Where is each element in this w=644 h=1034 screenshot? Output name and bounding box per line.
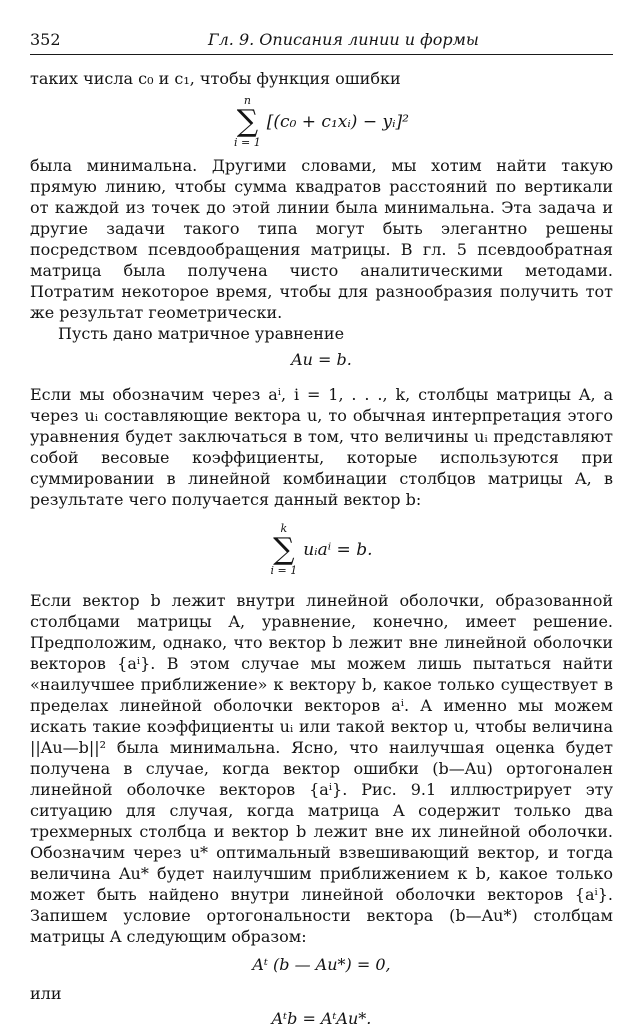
paragraph-3: Пусть дано матричное уравнение — [58, 324, 345, 343]
sum-upper-limit-2: k — [280, 522, 288, 535]
sum-lower-limit-2: i = 1 — [270, 564, 298, 577]
equation-error-function — [30, 89, 613, 155]
page-number: 352 — [30, 30, 61, 49]
running-head: Гл. 9. Описания линии и формы — [208, 30, 479, 49]
paragraph-1: таких числа c₀ и c₁, чтобы функция ошибки — [30, 69, 401, 88]
equation-orthogonality: Aᵗ (b — Au*) = 0, — [252, 955, 391, 974]
equation-column-sum — [30, 510, 613, 590]
paragraph-5: Если вектор b лежит внутри линейной оболочки, образованной столбцами матрицы A, уравнение, конечно, имеет решение. Предположим, однако, что вектор b лежит вне линейной оболочки векторов {aⁱ}. В этом случае мы можем лишь пытаться найти «наилучшее приближение» к вектору b, какое только существует в пределах линейной оболочки векторов aⁱ. А именно мы можем искать такие коэффициенты uᵢ или такой вектор u, чтобы величина ||Au—b||² была минимальна. Ясно, что наилучшая оценка будет получена в случае, когда вектор ошибки (b—Au) ортогонален линейной оболочке векторов {aⁱ}. Рис. 9.1 иллюстрирует эту ситуацию для случая, когда матрица A содержит только два трехмерных столбца и вектор b лежит вне их линейной оболочки. Обозначим через u* оптимальный взвешивающий вектор, и тогда величина Au* будет наилучшим приближением к b, какое только может быть найдено внутри линейной оболочки векторов {aⁱ}. Запишем условие ортогональности вектора (b—Au*) столбцам матрицы A следующим образом: — [30, 591, 613, 946]
equation-body: [(c₀ + c₁xᵢ) − yᵢ]² — [266, 111, 409, 132]
sigma-icon: ∑ — [273, 532, 295, 567]
page-header — [30, 28, 613, 55]
sum-upper-limit: n — [243, 94, 251, 107]
equation-matrix: Au = b. — [291, 350, 352, 369]
equation-body-2: uᵢaⁱ = b. — [303, 539, 373, 560]
page-body — [30, 68, 613, 1034]
equation-normal: Aᵗb = AᵗAu*. — [271, 1009, 372, 1028]
summation-symbol-2 — [271, 523, 298, 577]
summation-symbol — [234, 95, 261, 149]
sigma-icon: ∑ — [236, 104, 259, 139]
paragraph-2: была минимальна. Другими словами, мы хотим найти такую прямую линию, чтобы сумма квадратов расстояний по вертикали от каждой из точек до этой линии была минимальна. Эта задача и другие задачи такого типа могут быть элегантно решены посредством псевдообращения матрицы. В гл. 5 псевдообратная матрица была получена чисто аналитическими методами. Потратим некоторое время, чтобы для разнообразия получить тот же результат геометрически. — [30, 156, 613, 322]
paragraph-4: Если мы обозначим через aⁱ, i = 1, . . ., k, столбцы матрицы A, а через uᵢ составляющие вектора u, то обычная интерпретация этого уравнения будет заключаться в том, что величины uᵢ представляют собой весовые коэффициенты, которые используются при суммировании в линейной комбинации столбцов матрицы A, в результате чего получается данный вектор b: — [30, 385, 613, 509]
paragraph-6: или — [30, 984, 62, 1003]
sum-lower-limit: i = 1 — [234, 136, 261, 149]
